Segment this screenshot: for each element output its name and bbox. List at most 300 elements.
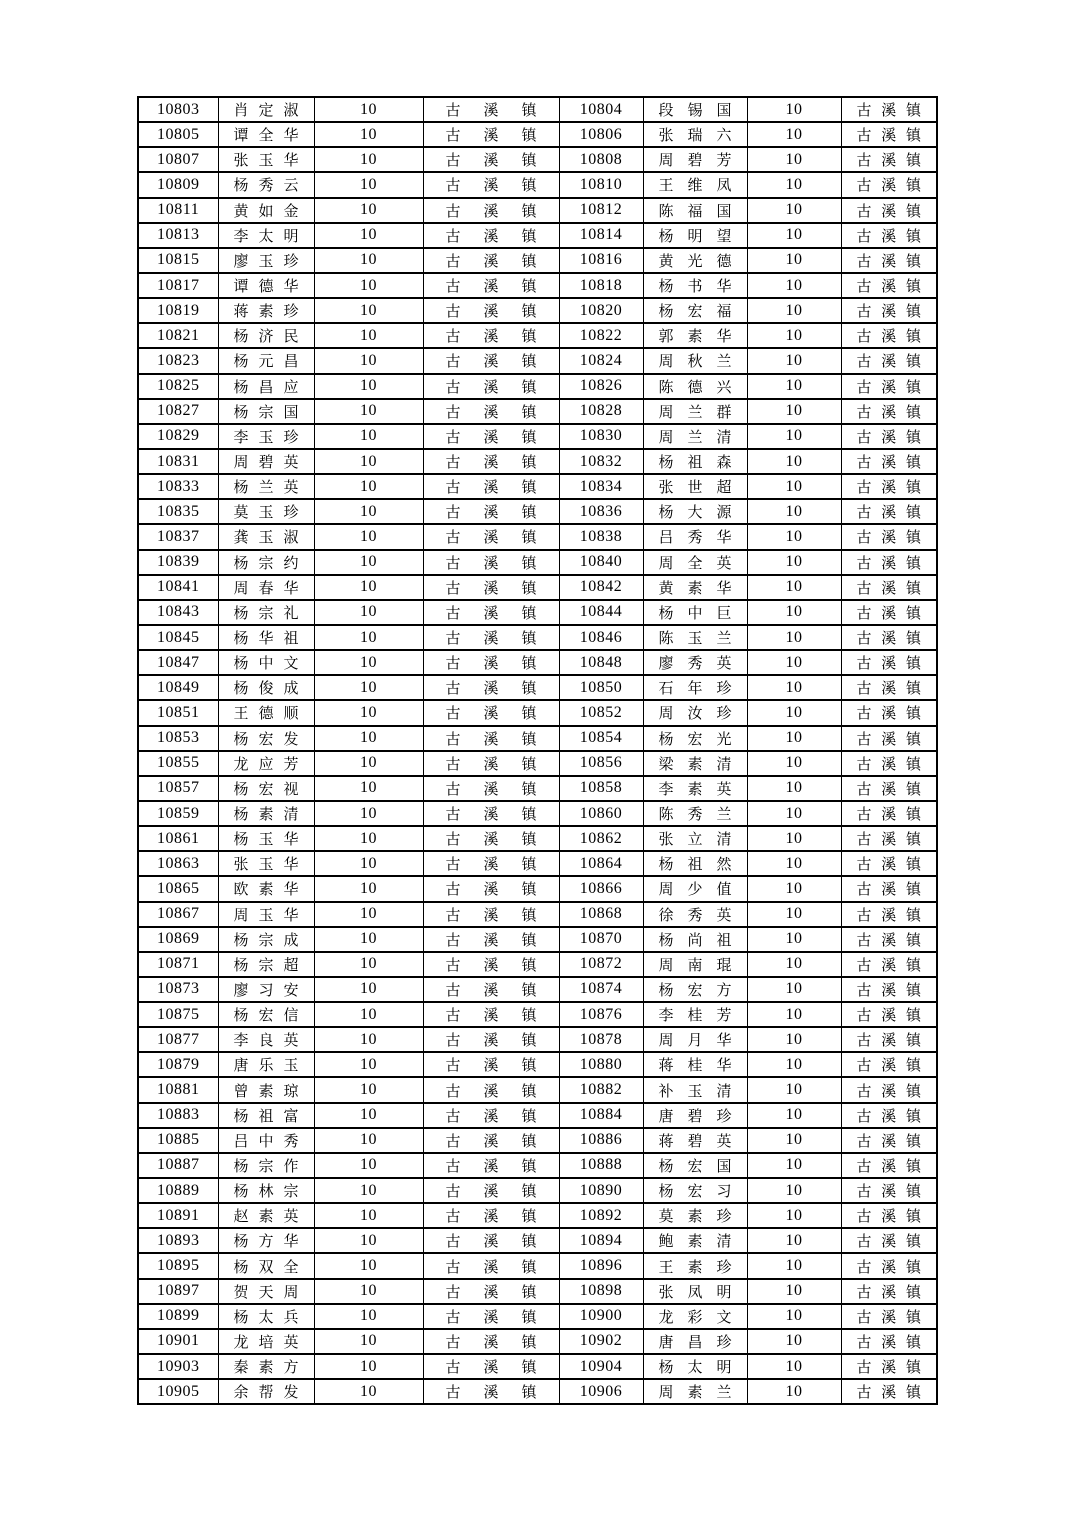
count-cell-text: 10: [785, 402, 803, 420]
town-cell-text: 古溪镇: [445, 279, 537, 296]
town-cell-text: 古溪镇: [445, 681, 537, 698]
id-cell: [138, 550, 218, 575]
name-cell-text: 周少值: [658, 882, 732, 899]
name-cell: [643, 1103, 747, 1128]
count-cell-text: 10: [785, 1181, 803, 1199]
count-cell: [314, 474, 423, 499]
id-cell-text: 10831: [157, 452, 200, 470]
town-cell: [423, 1279, 559, 1304]
table-row: [138, 348, 937, 373]
count-cell: [747, 1002, 841, 1027]
id-cell: [559, 726, 643, 751]
id-cell: [559, 1304, 643, 1329]
count-cell: [314, 122, 423, 147]
count-cell-text: 10: [360, 402, 377, 420]
name-cell: [643, 751, 747, 776]
name-cell: [218, 1002, 314, 1027]
name-cell-text: 杨宏习: [658, 1184, 732, 1201]
id-cell: [559, 1354, 643, 1379]
name-cell: [643, 927, 747, 952]
table-row: [138, 1354, 937, 1379]
name-cell-text: 杨宏福: [658, 304, 732, 321]
town-cell-text: 古溪镇: [445, 932, 537, 949]
name-cell-text: 杨中巨: [658, 605, 732, 622]
name-cell-text: 梁素清: [658, 756, 732, 773]
count-cell: [314, 927, 423, 952]
count-cell-text: 10: [785, 1156, 803, 1174]
name-cell-text: 李太明: [233, 228, 299, 245]
id-cell: [559, 1077, 643, 1102]
id-cell-text: 10865: [157, 879, 200, 897]
name-cell-text: 莫素珍: [658, 1209, 732, 1226]
id-cell: [138, 524, 218, 549]
count-cell: [314, 700, 423, 725]
name-cell: [218, 323, 314, 348]
count-cell-text: 10: [785, 980, 803, 998]
id-cell-text: 10850: [579, 678, 623, 696]
count-cell: [314, 1027, 423, 1052]
name-cell: [218, 726, 314, 751]
id-cell-text: 10899: [157, 1307, 200, 1325]
id-cell-text: 10897: [157, 1282, 200, 1300]
id-cell-text: 10833: [157, 477, 200, 495]
town-cell-text: 古溪镇: [856, 706, 921, 723]
town-cell-text: 古溪镇: [856, 329, 921, 346]
id-cell: [559, 147, 643, 172]
town-cell: [841, 550, 937, 575]
town-cell: [841, 1329, 937, 1354]
count-cell-text: 10: [360, 452, 377, 470]
count-cell-text: 10: [785, 628, 803, 646]
name-cell: [643, 1027, 747, 1052]
name-cell-text: 补玉清: [658, 1083, 732, 1100]
town-cell: [841, 851, 937, 876]
count-cell-text: 10: [360, 1257, 377, 1275]
name-cell-text: 陈福国: [658, 203, 732, 220]
table-row: [138, 424, 937, 449]
id-cell: [559, 801, 643, 826]
id-cell: [138, 600, 218, 625]
id-cell: [138, 97, 218, 122]
count-cell-text: 10: [785, 905, 803, 923]
id-cell-text: 10875: [157, 1005, 200, 1023]
id-cell-text: 10824: [579, 351, 623, 369]
count-cell: [747, 1027, 841, 1052]
name-cell-text: 周月华: [658, 1033, 732, 1050]
id-cell: [559, 223, 643, 248]
count-cell-text: 10: [360, 1081, 377, 1099]
id-cell: [138, 1128, 218, 1153]
table-row: [138, 600, 937, 625]
town-cell-text: 古溪镇: [856, 932, 921, 949]
count-cell-text: 10: [785, 829, 803, 847]
town-cell-text: 古溪镇: [856, 279, 921, 296]
town-cell-text: 古溪镇: [445, 580, 537, 597]
count-cell-text: 10: [785, 427, 803, 445]
id-cell-text: 10841: [157, 578, 200, 596]
count-cell: [314, 248, 423, 273]
id-cell-text: 10856: [579, 754, 623, 772]
id-cell-text: 10852: [579, 703, 623, 721]
id-cell: [138, 399, 218, 424]
name-cell: [218, 700, 314, 725]
table-row: [138, 927, 937, 952]
table-row: [138, 449, 937, 474]
town-cell-text: 古溪镇: [856, 1033, 921, 1050]
count-cell: [314, 449, 423, 474]
town-cell: [423, 1077, 559, 1102]
id-cell: [559, 323, 643, 348]
count-cell-text: 10: [360, 729, 377, 747]
count-cell: [747, 625, 841, 650]
count-cell-text: 10: [360, 427, 377, 445]
count-cell: [747, 675, 841, 700]
count-cell-text: 10: [360, 1282, 377, 1300]
id-cell-text: 10820: [579, 301, 623, 319]
id-cell: [138, 424, 218, 449]
name-cell-text: 贺天周: [233, 1284, 299, 1301]
count-cell: [747, 474, 841, 499]
count-cell-text: 10: [785, 854, 803, 872]
name-cell: [218, 474, 314, 499]
name-cell-text: 杨宗约: [233, 555, 299, 572]
id-cell-text: 10822: [579, 326, 623, 344]
id-cell: [559, 1052, 643, 1077]
name-cell: [643, 625, 747, 650]
id-cell-text: 10866: [579, 879, 623, 897]
count-cell-text: 10: [360, 754, 377, 772]
count-cell-text: 10: [785, 100, 803, 118]
town-cell-text: 古溪镇: [856, 153, 921, 170]
count-cell: [747, 147, 841, 172]
id-cell-text: 10819: [157, 301, 200, 319]
town-cell: [841, 474, 937, 499]
table-row: [138, 198, 937, 223]
id-cell: [559, 1103, 643, 1128]
id-cell-text: 10870: [579, 930, 623, 948]
name-cell: [218, 1279, 314, 1304]
town-cell-text: 古溪镇: [445, 1058, 537, 1075]
town-cell-text: 古溪镇: [445, 857, 537, 874]
id-cell-text: 10806: [579, 125, 623, 143]
town-cell: [423, 97, 559, 122]
id-cell: [138, 122, 218, 147]
name-cell: [643, 902, 747, 927]
count-cell: [747, 1153, 841, 1178]
town-cell-text: 古溪镇: [856, 480, 921, 497]
name-cell: [218, 223, 314, 248]
id-cell: [138, 223, 218, 248]
town-cell: [423, 1379, 559, 1404]
id-cell: [138, 374, 218, 399]
count-cell-text: 10: [785, 1382, 803, 1400]
id-cell-text: 10814: [579, 226, 623, 244]
count-cell: [747, 449, 841, 474]
count-cell-text: 10: [360, 351, 377, 369]
town-cell: [841, 675, 937, 700]
id-cell-text: 10809: [157, 175, 200, 193]
id-cell: [559, 625, 643, 650]
town-cell: [841, 223, 937, 248]
id-cell: [138, 273, 218, 298]
name-cell-text: 周兰清: [658, 429, 732, 446]
count-cell-text: 10: [785, 452, 803, 470]
id-cell-text: 10871: [157, 955, 200, 973]
id-cell-text: 10902: [579, 1332, 623, 1350]
town-cell-text: 古溪镇: [856, 354, 921, 371]
id-cell-text: 10880: [579, 1055, 623, 1073]
name-cell-text: 黄如金: [233, 203, 299, 220]
town-cell-text: 古溪镇: [856, 1209, 921, 1226]
name-cell: [643, 273, 747, 298]
name-cell: [218, 348, 314, 373]
id-cell-text: 10887: [157, 1156, 200, 1174]
count-cell: [747, 424, 841, 449]
town-cell-text: 古溪镇: [856, 404, 921, 421]
name-cell-text: 蒋素珍: [233, 304, 299, 321]
name-cell-text: 周南琨: [658, 957, 732, 974]
count-cell: [747, 298, 841, 323]
table-row: [138, 550, 937, 575]
id-cell-text: 10836: [579, 502, 623, 520]
town-cell: [423, 449, 559, 474]
town-cell-text: 古溪镇: [445, 429, 537, 446]
count-cell-text: 10: [785, 1055, 803, 1073]
id-cell: [559, 902, 643, 927]
name-cell-text: 周素兰: [658, 1385, 732, 1402]
name-cell: [643, 776, 747, 801]
count-cell-text: 10: [785, 1257, 803, 1275]
id-cell: [138, 726, 218, 751]
id-cell-text: 10896: [579, 1257, 623, 1275]
count-cell-text: 10: [785, 201, 803, 219]
table-row: [138, 1077, 937, 1102]
town-cell-text: 古溪镇: [856, 1158, 921, 1175]
count-cell-text: 10: [360, 251, 377, 269]
town-cell-text: 古溪镇: [445, 882, 537, 899]
id-cell-text: 10851: [157, 703, 200, 721]
id-cell: [559, 399, 643, 424]
count-cell-text: 10: [360, 905, 377, 923]
table-row: [138, 474, 937, 499]
town-cell: [423, 1178, 559, 1203]
town-cell: [841, 198, 937, 223]
name-cell-text: 谭全华: [233, 128, 299, 145]
id-cell: [559, 927, 643, 952]
town-cell: [841, 700, 937, 725]
id-cell: [138, 801, 218, 826]
id-cell-text: 10886: [579, 1131, 623, 1149]
name-cell-text: 杨宗成: [233, 932, 299, 949]
table-row: [138, 1203, 937, 1228]
name-cell-text: 廖习安: [233, 982, 299, 999]
town-cell-text: 古溪镇: [445, 1108, 537, 1125]
name-cell: [643, 575, 747, 600]
table-row: [138, 1329, 937, 1354]
town-cell: [423, 499, 559, 524]
town-cell: [841, 147, 937, 172]
name-cell: [643, 348, 747, 373]
id-cell-text: 10835: [157, 502, 200, 520]
id-cell-text: 10855: [157, 754, 200, 772]
count-cell-text: 10: [360, 377, 377, 395]
count-cell: [747, 575, 841, 600]
count-cell: [314, 650, 423, 675]
id-cell-text: 10853: [157, 729, 200, 747]
name-cell: [643, 977, 747, 1002]
id-cell-text: 10861: [157, 829, 200, 847]
town-cell-text: 古溪镇: [856, 605, 921, 622]
count-cell-text: 10: [785, 879, 803, 897]
town-cell-text: 古溪镇: [856, 1008, 921, 1025]
id-cell-text: 10882: [579, 1081, 623, 1099]
table-row: [138, 675, 937, 700]
count-cell: [314, 826, 423, 851]
town-cell-text: 古溪镇: [445, 1008, 537, 1025]
count-cell: [747, 1178, 841, 1203]
town-cell-text: 古溪镇: [445, 631, 537, 648]
town-cell: [841, 1077, 937, 1102]
town-cell-text: 古溪镇: [856, 857, 921, 874]
name-cell: [643, 650, 747, 675]
count-cell: [747, 323, 841, 348]
town-cell: [423, 1354, 559, 1379]
table-row: [138, 801, 937, 826]
name-cell-text: 张世超: [658, 480, 732, 497]
id-cell-text: 10858: [579, 779, 623, 797]
count-cell: [747, 826, 841, 851]
count-cell-text: 10: [360, 930, 377, 948]
town-cell-text: 古溪镇: [856, 253, 921, 270]
count-cell: [747, 1103, 841, 1128]
count-cell: [314, 298, 423, 323]
count-cell-text: 10: [360, 980, 377, 998]
count-cell-text: 10: [360, 829, 377, 847]
id-cell-text: 10843: [157, 603, 200, 621]
count-cell-text: 10: [785, 653, 803, 671]
id-cell-text: 10811: [157, 201, 200, 219]
id-cell: [138, 1052, 218, 1077]
town-cell-text: 古溪镇: [445, 982, 537, 999]
name-cell-text: 周兰群: [658, 404, 732, 421]
town-cell-text: 古溪镇: [856, 756, 921, 773]
town-cell-text: 古溪镇: [856, 1309, 921, 1326]
id-cell: [138, 1279, 218, 1304]
name-cell: [218, 550, 314, 575]
id-cell: [138, 248, 218, 273]
id-cell-text: 10867: [157, 905, 200, 923]
id-cell: [138, 1354, 218, 1379]
count-cell-text: 10: [785, 1231, 803, 1249]
name-cell: [218, 524, 314, 549]
town-cell-text: 古溪镇: [445, 1033, 537, 1050]
count-cell: [747, 851, 841, 876]
id-cell: [559, 97, 643, 122]
town-cell-text: 古溪镇: [445, 1284, 537, 1301]
count-cell: [747, 751, 841, 776]
count-cell-text: 10: [360, 502, 377, 520]
roster-table-body: [138, 97, 937, 1404]
count-cell: [747, 776, 841, 801]
name-cell-text: 吕中秀: [233, 1133, 299, 1150]
town-cell: [423, 550, 559, 575]
town-cell-text: 古溪镇: [856, 228, 921, 245]
name-cell: [643, 1128, 747, 1153]
count-cell-text: 10: [360, 1131, 377, 1149]
name-cell: [218, 424, 314, 449]
name-cell-text: 曾素琼: [233, 1083, 299, 1100]
count-cell-text: 10: [360, 1106, 377, 1124]
id-cell: [559, 700, 643, 725]
count-cell-text: 10: [360, 150, 377, 168]
id-cell-text: 10807: [157, 150, 200, 168]
id-cell-text: 10808: [579, 150, 623, 168]
id-cell: [138, 1002, 218, 1027]
id-cell: [559, 1279, 643, 1304]
count-cell-text: 10: [785, 377, 803, 395]
id-cell-text: 10837: [157, 527, 200, 545]
town-cell: [423, 675, 559, 700]
name-cell: [218, 1103, 314, 1128]
name-cell: [643, 700, 747, 725]
name-cell-text: 蒋桂华: [658, 1058, 732, 1075]
town-cell-text: 古溪镇: [856, 1385, 921, 1402]
town-cell-text: 古溪镇: [856, 1058, 921, 1075]
name-cell-text: 杨元昌: [233, 354, 299, 371]
name-cell-text: 郭素华: [658, 329, 732, 346]
name-cell-text: 莫玉珍: [233, 505, 299, 522]
id-cell: [559, 876, 643, 901]
count-cell: [747, 876, 841, 901]
town-cell: [841, 1153, 937, 1178]
id-cell: [559, 977, 643, 1002]
town-cell: [841, 776, 937, 801]
id-cell: [138, 323, 218, 348]
table-row: [138, 223, 937, 248]
id-cell-text: 10848: [579, 653, 623, 671]
town-cell-text: 古溪镇: [445, 379, 537, 396]
town-cell: [423, 801, 559, 826]
id-cell-text: 10849: [157, 678, 200, 696]
count-cell-text: 10: [785, 779, 803, 797]
town-cell-text: 古溪镇: [445, 1184, 537, 1201]
count-cell: [314, 1228, 423, 1253]
table-row: [138, 977, 937, 1002]
id-cell: [138, 1027, 218, 1052]
town-cell: [423, 1329, 559, 1354]
town-cell: [423, 524, 559, 549]
town-cell-text: 古溪镇: [856, 580, 921, 597]
name-cell: [218, 449, 314, 474]
town-cell: [841, 575, 937, 600]
id-cell: [559, 851, 643, 876]
town-cell: [841, 600, 937, 625]
name-cell-text: 龙培英: [233, 1334, 299, 1351]
name-cell: [218, 902, 314, 927]
table-row: [138, 726, 937, 751]
table-row: [138, 1253, 937, 1278]
name-cell-text: 王维凤: [658, 178, 732, 195]
count-cell-text: 10: [360, 527, 377, 545]
town-cell-text: 古溪镇: [445, 455, 537, 472]
id-cell: [138, 1203, 218, 1228]
count-cell-text: 10: [785, 1005, 803, 1023]
name-cell: [643, 851, 747, 876]
name-cell: [218, 374, 314, 399]
town-cell-text: 古溪镇: [856, 555, 921, 572]
id-cell: [138, 851, 218, 876]
table-row: [138, 1002, 937, 1027]
